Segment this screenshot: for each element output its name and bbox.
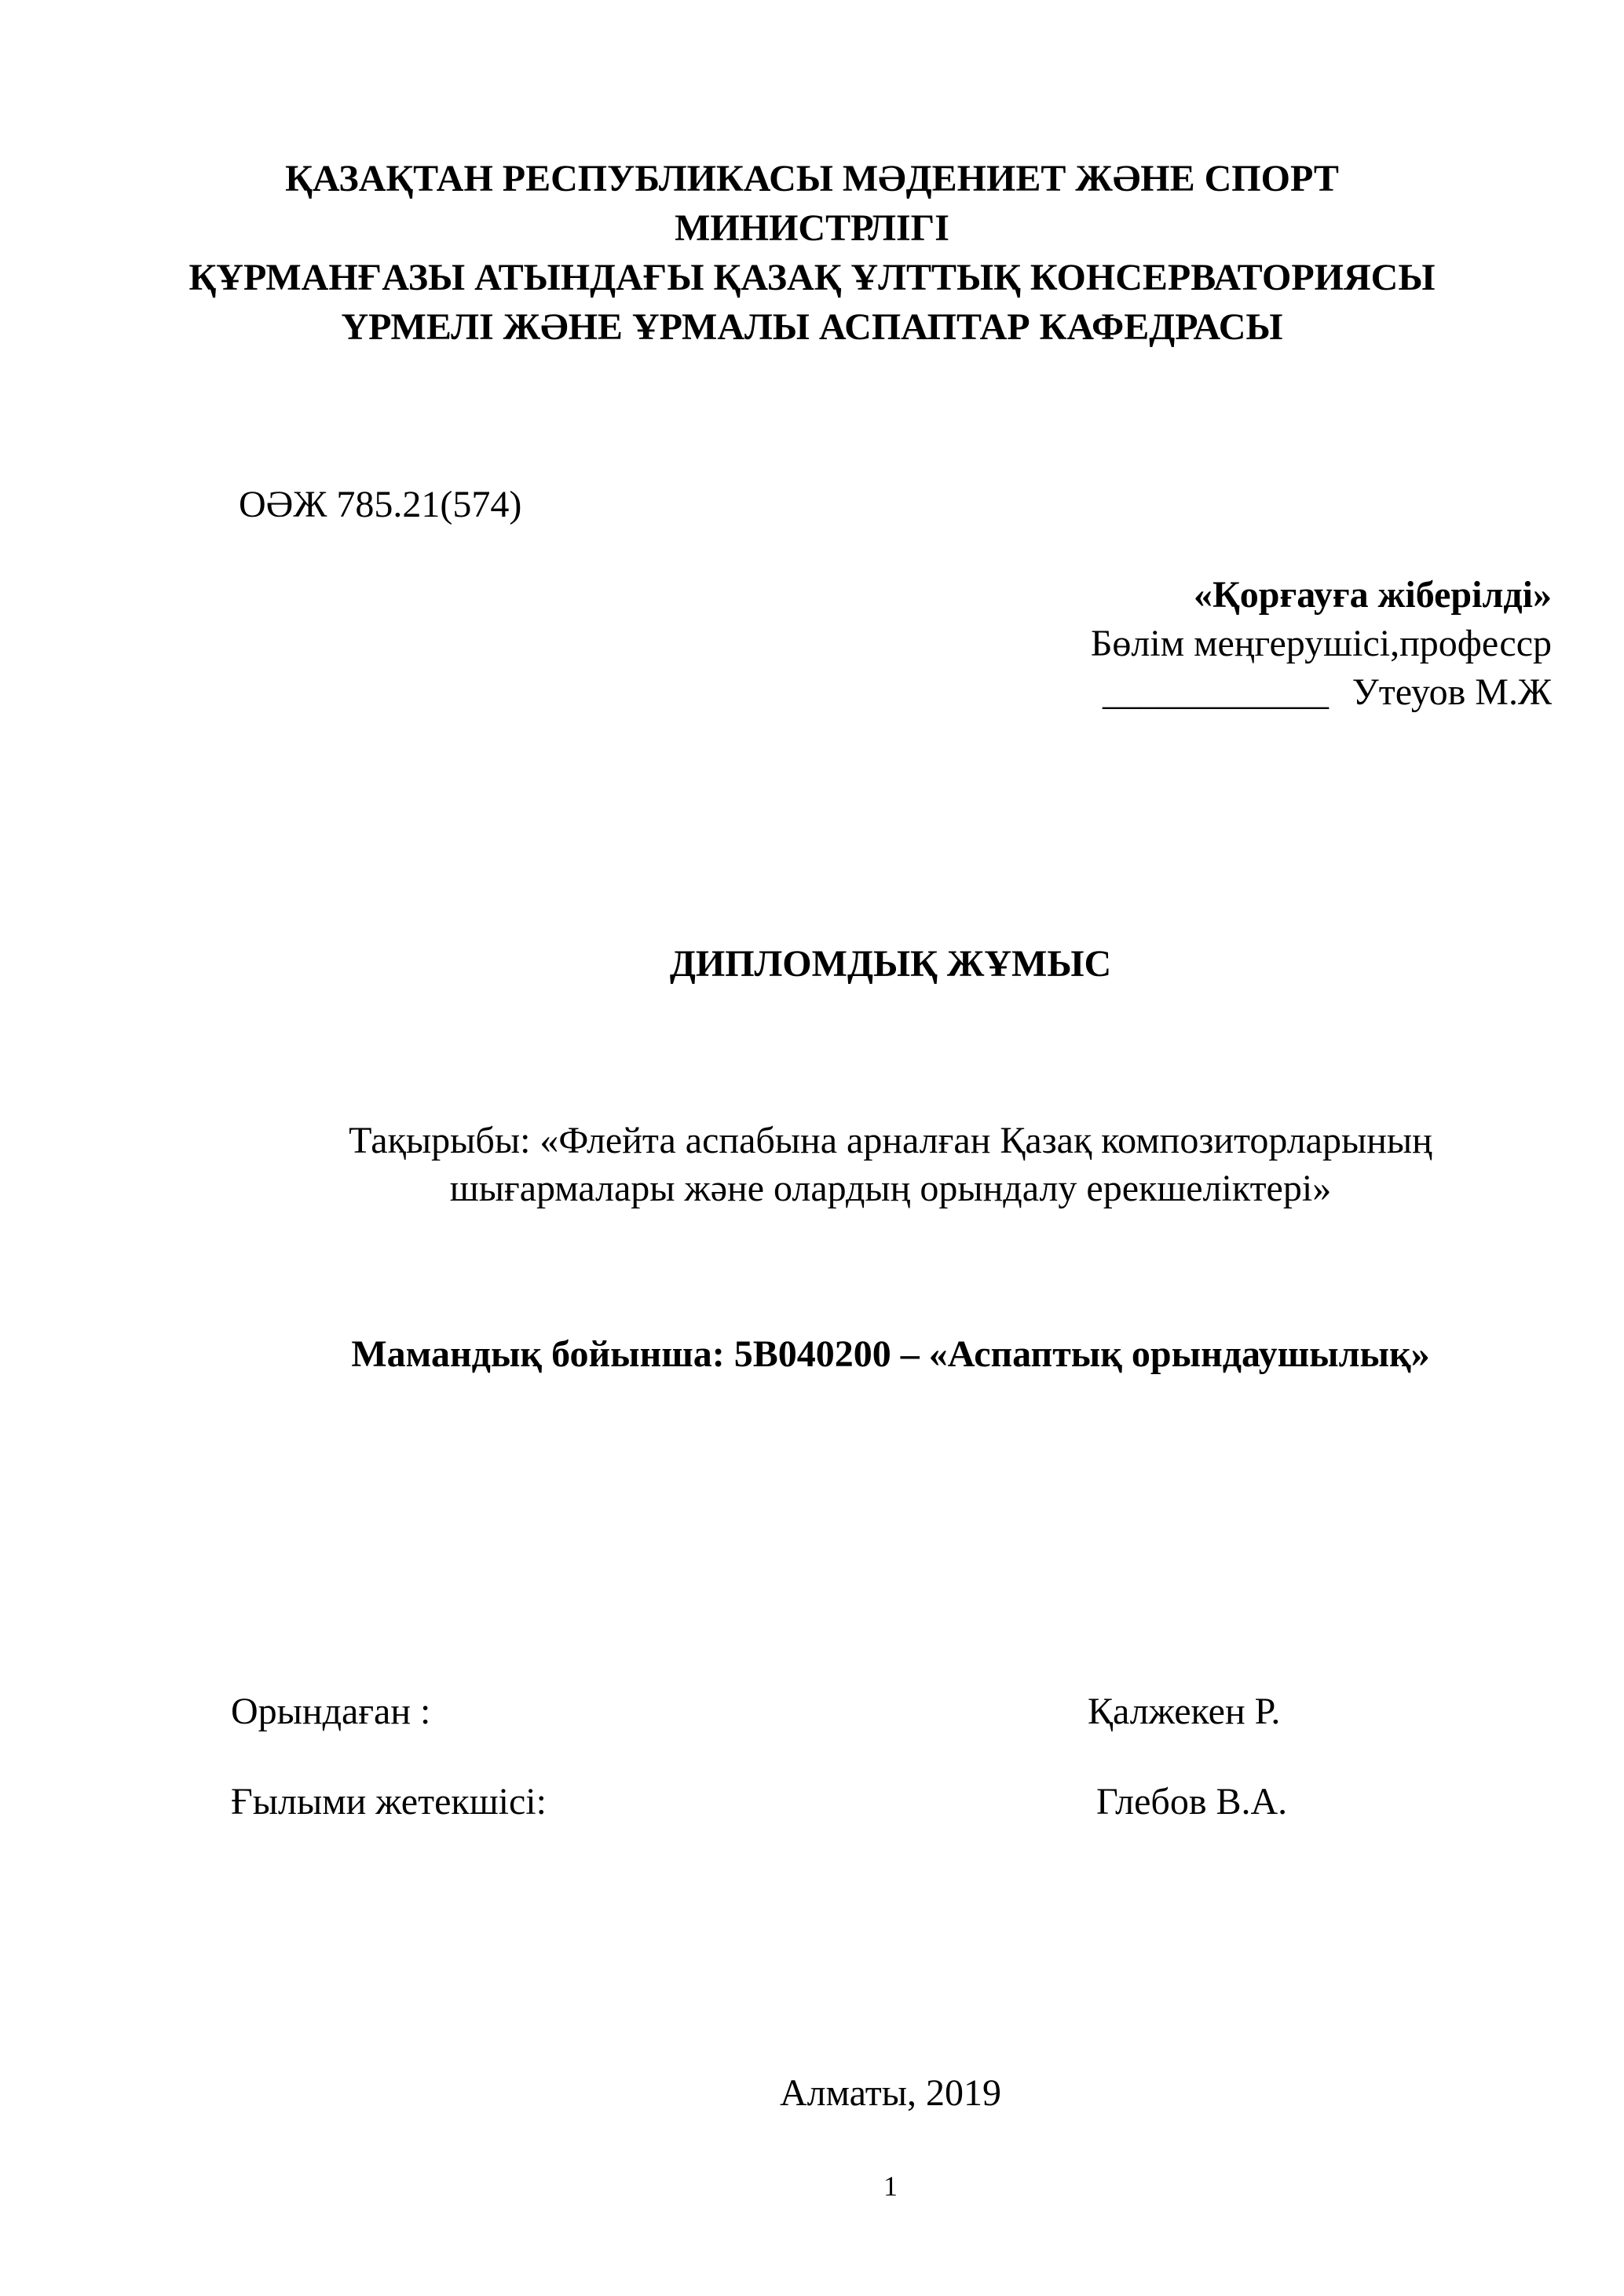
supervisor-name: Глебов В.А. [1096,1781,1288,1823]
header-line-4: ҮРМЕЛІ ЖӘНЕ ҰРМАЛЫ АСПАПТАР КАФЕДРАСЫ [341,306,1283,348]
document-type: ДИПЛОМДЫҚ ЖҰМЫС [669,943,1112,985]
header-line-2: МИНИСТРЛІГІ [675,207,949,249]
specialty: Мамандық бойынша: 5В040200 – «Аспаптық орындаушылық» [351,1333,1430,1375]
topic-line-2: шығармалары және олардың орындалу ерекшеліктері» [449,1168,1332,1209]
approval-title: «Қорғауға жіберілді» [1193,574,1552,616]
topic-line-1: Тақырыбы: «Флейта аспабына арналған Қазақ композиторларының [349,1120,1432,1161]
approval-position: Бөлім меңгерушісі,професср [1090,623,1552,664]
page-number: 1 [883,2170,898,2202]
header-line-1: ҚАЗАҚТАН РЕСПУБЛИКАСЫ МӘДЕНИЕТ ЖӘНЕ СПОРТ [285,158,1339,199]
signature-line: ____________ [1103,671,1329,713]
udc-code: ОӘЖ 785.21(574) [239,484,522,525]
performer-label: Орындаған : [231,1691,431,1732]
approver-name: Утеуов М.Ж [1352,671,1552,713]
performer-name: Қалжекен Р. [1088,1691,1281,1732]
supervisor-label: Ғылыми жетекшісі: [231,1781,547,1823]
header-line-3: ҚҰРМАНҒАЗЫ АТЫНДАҒЫ ҚАЗАҚ ҰЛТТЫҚ КОНСЕРВАТОРИЯСЫ [188,257,1436,298]
city-year: Алматы, 2019 [780,2072,1001,2114]
